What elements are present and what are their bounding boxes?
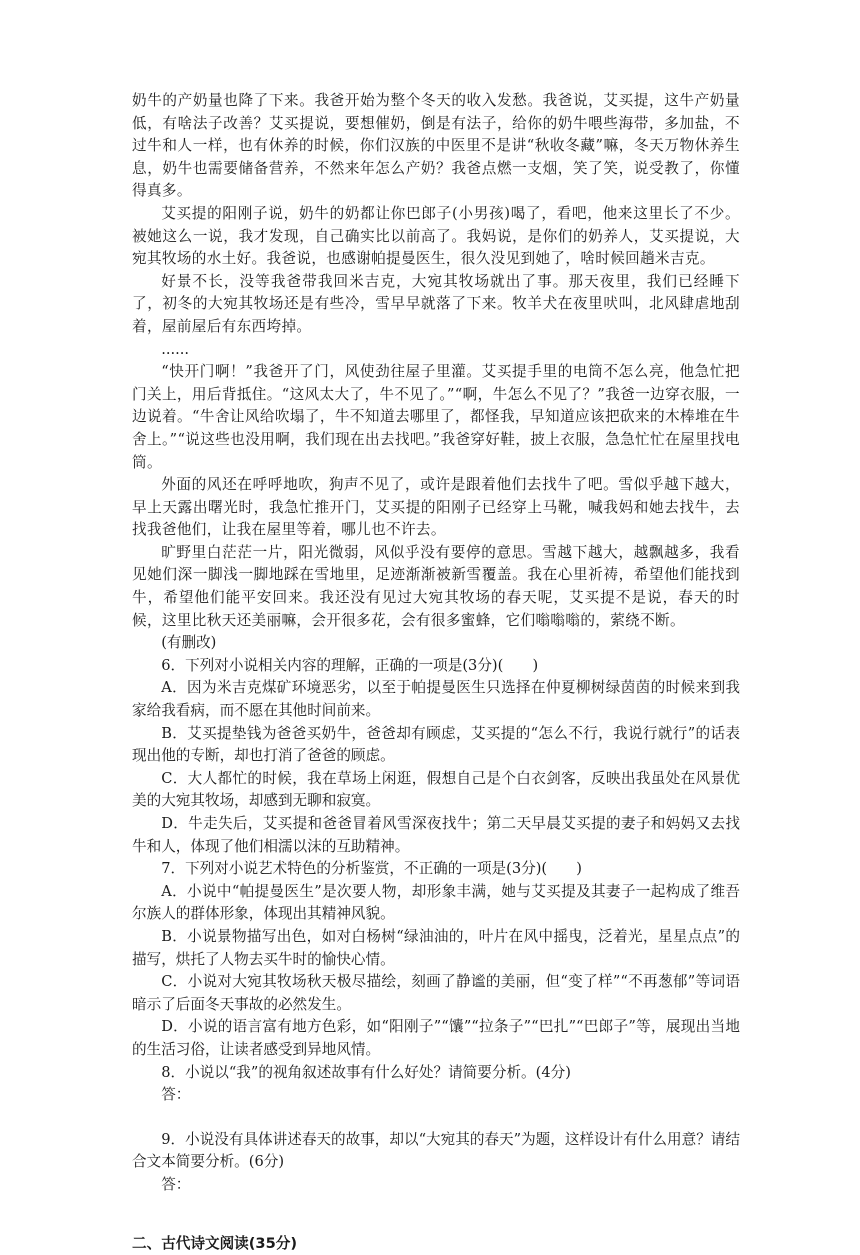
question-8 <box>132 1062 740 1129</box>
story-paragraph: “快开门啊！”我爸开了门，风使劲往屋子里灌。艾买提手里的电筒不怎么亮，他急忙把门关上，用后背抵住。“这风太大了，牛不见了。”“啊，牛怎么不见了？”我爸一边穿衣服，一边说着。“牛舍让风给吹塌了，牛不知道去哪里了，都怪我，早知道应该把砍来的木棒堆在牛舍上。”“说这些也没用啊，我们现在出去找吧。”我爸穿好鞋，披上衣服，急急忙忙在屋里找电筒。 <box>132 361 740 474</box>
story-paragraph: 好景不长，没等我爸带我回米吉克，大宛其牧场就出了事。那天夜里，我们已经睡下了，初冬的大宛其牧场还是有些冷，雪早早就落了下来。牧羊犬在夜里吠叫，北风肆虐地刮着，屋前屋后有东西垮掉。 <box>132 271 740 339</box>
option-d: D．牛走失后，艾买提和爸爸冒着风雪深夜找牛；第二天早晨艾买提的妻子和妈妈又去找牛和人，体现了他们相濡以沫的互助精神。 <box>132 813 740 858</box>
option-c: C．小说对大宛其牧场秋天极尽描绘，刻画了静谧的美丽，但“变了样”“不再葱郁”等词语暗示了后面冬天事故的必然发生。 <box>132 971 740 1016</box>
option-a: A．因为米吉克煤矿环境恶劣，以至于帕提曼医生只选择在仲夏柳树绿茵茵的时候来到我家给我看病，而不愿在其他时间前来。 <box>132 677 740 722</box>
option-b: B．小说景物描写出色，如对白杨树“绿油油的，叶片在风中摇曳，泛着光，星星点点”的描写，烘托了人物去买牛时的愉快心情。 <box>132 926 740 971</box>
option-d: D．小说的语言富有地方色彩，如“阳刚子”“馕”“拉条子”“巴扎”“巴郎子”等，展现出当地的生活习俗，让读者感受到异地风情。 <box>132 1016 740 1061</box>
question-stem: 6．下列对小说相关内容的理解，正确的一项是(3分)( ) <box>132 655 740 678</box>
question-stem: 8．小说以“我”的视角叙述故事有什么好处？请简要分析。(4分) <box>132 1062 740 1085</box>
source-note: (有删改) <box>132 632 740 655</box>
story-paragraph: 外面的风还在呼呼地吹，狗声不见了，或许是跟着他们去找牛了吧。雪似乎越下越大，早上天露出曙光时，我急忙推开门，艾买提的阳刚子已经穿上马靴，喊我妈和她去找牛，去找我爸他们，让我在屋里等着，哪儿也不许去。 <box>132 474 740 542</box>
question-7 <box>132 858 740 1061</box>
option-b: B．艾买提垫钱为爸爸买奶牛，爸爸却有顾虑，艾买提的“怎么不行，我说行就行”的话表现出他的专断，却也打消了爸爸的顾虑。 <box>132 723 740 768</box>
story-paragraph: 奶牛的产奶量也降了下来。我爸开始为整个冬天的收入发愁。我爸说，艾买提，这牛产奶量低，有啥法子改善？艾买提说，要想催奶，倒是有法子，给你的奶牛喂些海带，多加盐，不过牛和人一样，也有休养的时候，你们汉族的中医里不是讲“秋收冬藏”嘛，冬天万物休养生息，奶牛也需要储备营养，不然来年怎么产奶？我爸点燃一支烟，笑了笑，说受教了，你懂得真多。 <box>132 90 740 203</box>
answer-space[interactable] <box>132 1107 740 1129</box>
story-paragraph: 艾买提的阳刚子说，奶牛的奶都让你巴郎子(小男孩)喝了，看吧，他来这里长了不少。被她这么一说，我才发现，自己确实比以前高了。我妈说，是你们的奶养人，艾买提说，大宛其牧场的水土好。我爸说，也感谢帕提曼医生，很久没见到她了，啥时候回趟米吉克。 <box>132 203 740 271</box>
story-paragraph: 旷野里白茫茫一片，阳光微弱，风似乎没有要停的意思。雪越下越大，越飘越多，我看见她们深一脚浅一脚地踩在雪地里，足迹渐渐被新雪覆盖。我在心里祈祷，希望他们能找到牛，希望他们能平安回来。我还没有见过大宛其牧场的春天呢，艾买提不是说，春天的时候，这里比秋天还美丽嘛，会开很多花，会有很多蜜蜂，它们嗡嗡嗡的，萦绕不断。 <box>132 542 740 632</box>
answer-label: 答： <box>132 1084 740 1107</box>
question-9 <box>132 1129 740 1219</box>
answer-label: 答： <box>132 1174 740 1197</box>
question-stem: 9．小说没有具体讲述春天的故事，却以“大宛其的春天”为题，这样设计有什么用意？请结合文本简要分析。(6分) <box>132 1129 740 1174</box>
answer-space[interactable] <box>132 1197 740 1219</box>
question-6 <box>132 655 740 858</box>
option-c: C．大人都忙的时候，我在草场上闲逛，假想自己是个白衣剑客，反映出我虽处在风景优美的大宛其牧场，却感到无聊和寂寞。 <box>132 768 740 813</box>
question-stem: 7．下列对小说艺术特色的分析鉴赏，不正确的一项是(3分)( ) <box>132 858 740 881</box>
story-ellipsis: ...... <box>132 339 740 362</box>
document-page <box>132 90 740 1255</box>
section-heading: 二、古代诗文阅读(35分) <box>132 1233 740 1255</box>
option-a: A．小说中“帕提曼医生”是次要人物，却形象丰满，她与艾买提及其妻子一起构成了维吾尔族人的群体形象，体现出其精神风貌。 <box>132 881 740 926</box>
